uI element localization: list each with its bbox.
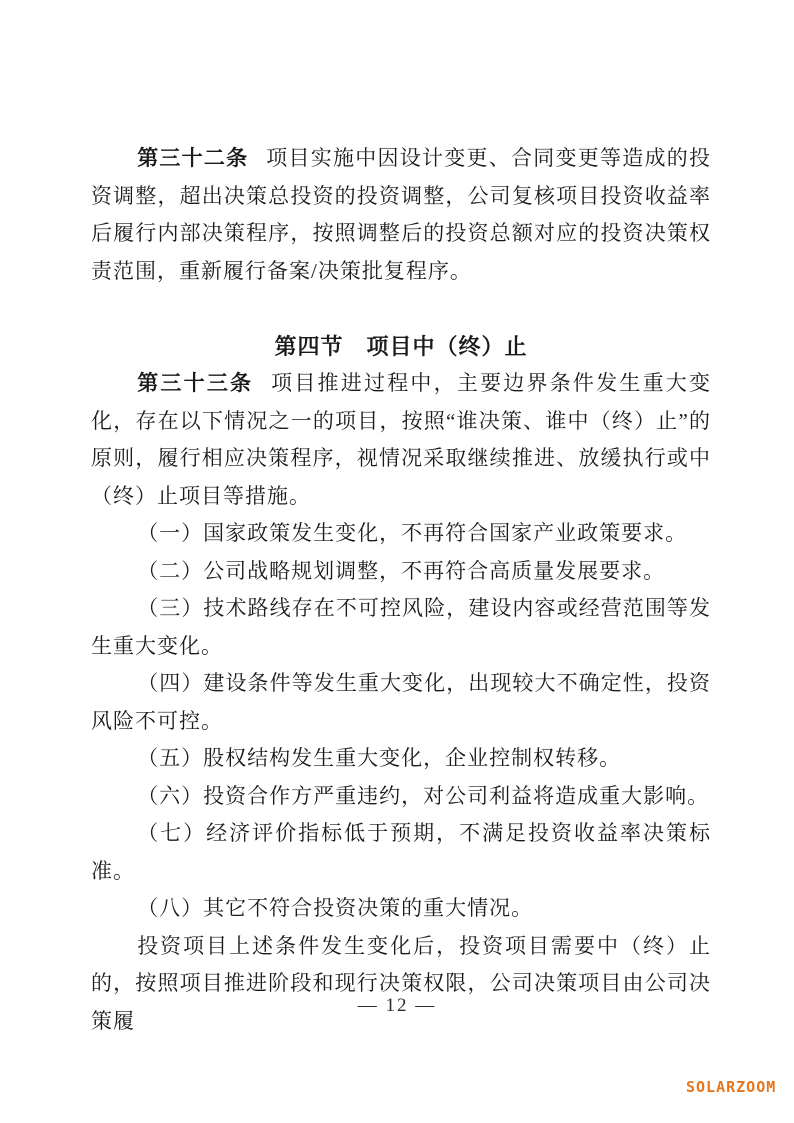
clause-item-1: （一）国家政策发生变化，不再符合国家产业政策要求。 [137, 521, 688, 545]
clause-item-8: （八）其它不符合投资决策的重大情况。 [137, 896, 534, 920]
section-4-heading: 第四节 项目中（终）止 [274, 333, 528, 359]
clause-item-2: （二）公司战略规划调整，不再符合高质量发展要求。 [137, 558, 666, 583]
closing-paragraph: 投资项目上述条件发生变化后，投资项目需要中（终）止的，按照项目推进阶段和现行决策权限，公司决策项目由公司决策履 [91, 933, 711, 1033]
clause-item-4: （四）建设条件等发生重大变化，出现较大不确定性，投资风险不可控。 [91, 671, 711, 733]
article-32-paragraph [91, 140, 711, 290]
clause-item-5: （五）股权结构发生重大变化，企业控制权转移。 [137, 746, 622, 770]
solarzoom-watermark: SOLARZOOM [686, 1078, 777, 1096]
article-32-text: 项目实施中因设计变更、合同变更等造成的投资调整，超出决策总投资的投资调整，公司复核项目投资收益率后履行内部决策程序，按照调整后的投资总额对应的投资决策权责范围，重新履行备案/决策批复程序。 [91, 146, 712, 283]
clause-item-6: （六）投资合作方严重违约，对公司利益将造成重大影响。 [137, 783, 710, 808]
article-32-number: 第三十二条 [137, 146, 249, 170]
clause-item-7: （七）经济评价指标低于预期，不满足投资收益率决策标准。 [91, 821, 711, 883]
clause-item-3: （三）技术路线存在不可控风险，建设内容或经营范围等发生重大变化。 [91, 596, 711, 658]
document-body [91, 140, 711, 1040]
article-33-number: 第三十三条 [137, 371, 254, 395]
page-number: — 12 — [357, 995, 437, 1016]
article-33-text: 项目推进过程中，主要边界条件发生重大变化，存在以下情况之一的项目，按照“谁决策、谁中（终）止”的原则，履行相应决策程序，视情况采取继续推进、放缓执行或中（终）止项目等措施。 [91, 371, 712, 508]
article-33-paragraph [91, 365, 711, 515]
